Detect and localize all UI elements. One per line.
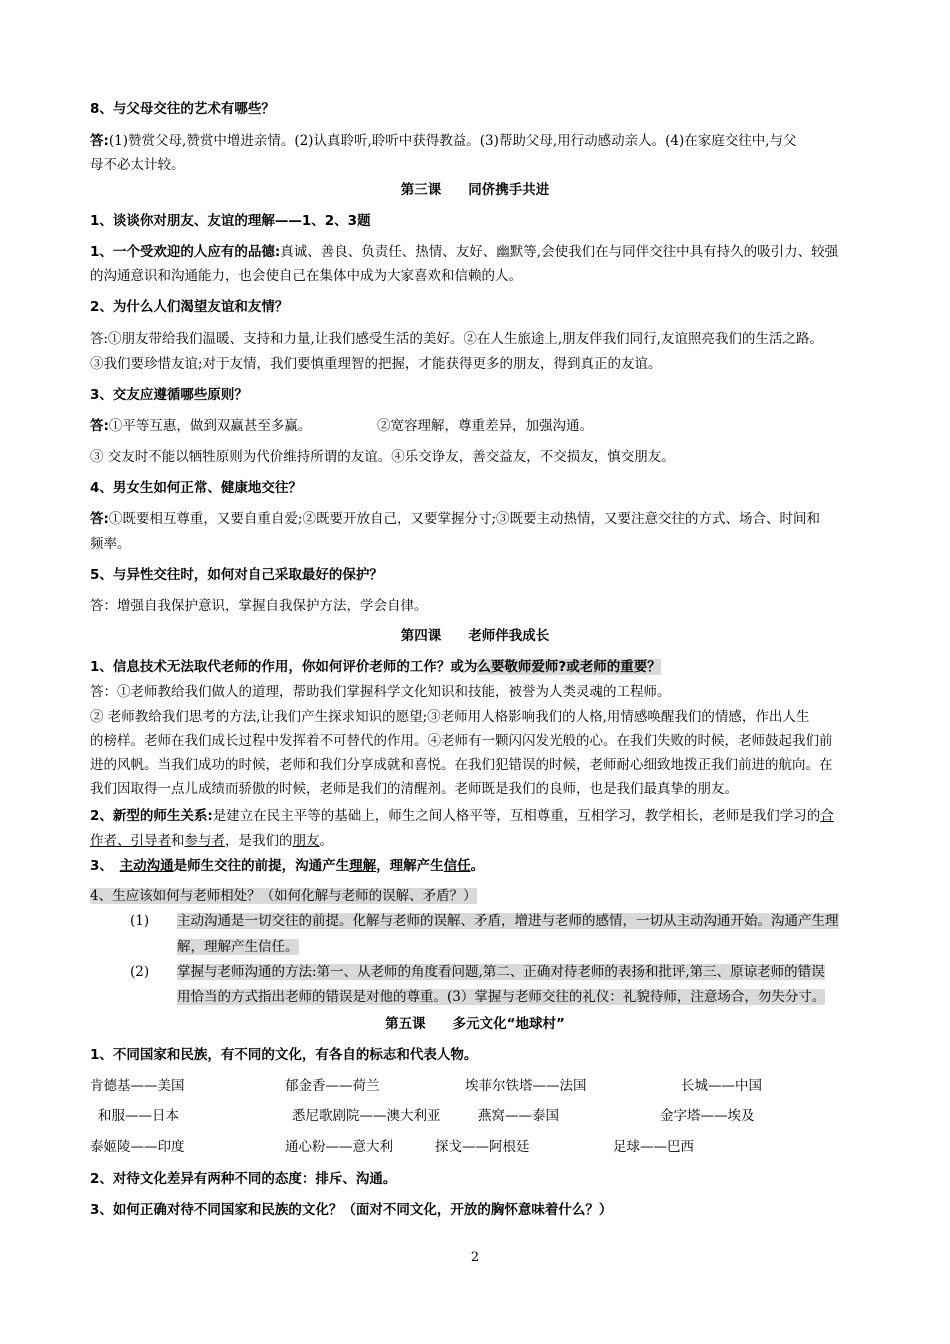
lesson-3-intro: 1、谈谈你对朋友、友谊的理解——1、2、3题 — [90, 213, 371, 229]
culture-item: 足球——巴西 — [613, 1139, 694, 1155]
culture-item: 燕窝——泰国 — [478, 1108, 559, 1124]
l3-q4-line-1: 答:①既要相互尊重，又要自重自爱;②既要开放自己，又要掌握分寸;③既要主动热情，又要注意交往的方式、场合、时间和 — [90, 511, 821, 527]
culture-item: 埃菲尔铁塔——法国 — [465, 1078, 587, 1094]
l5-question-3: 3、如何正确对待不同国家和民族的文化？（面对不同文化，开放的胸怀意味着什么？） — [90, 1202, 613, 1218]
culture-item: 泰姬陵——印度 — [90, 1139, 185, 1155]
l3-question-4: 4、男女生如何正常、健康地交往？ — [90, 480, 302, 496]
l4-point-3: 3、 主动沟通是师生交往的前提，沟通产生理解，理解产生信任。 — [90, 858, 485, 874]
l4-q1-line-1: 答：①老师教给我们做人的道理，帮助我们掌握科学文化知识和技能，被誉为人类灵魂的工程师。 — [90, 684, 671, 700]
culture-item: 郁金香——荷兰 — [285, 1078, 380, 1094]
l3-p1-line-1: 1、一个受欢迎的人应有的品德:真诚、善良、负责任、热情、友好、幽默等,会使我们在与同伴交往中具有持久的吸引力、较强 — [90, 244, 839, 260]
l3-q5-answer: 答：增强自我保护意识，掌握自我保护方法，学会自律。 — [90, 598, 428, 614]
l3-question-2: 2、为什么人们渴望友谊和友情？ — [90, 299, 289, 315]
l4-p2-line-2: 作者、引导者和参与者，是我们的朋友。 — [90, 833, 333, 849]
l3-q4-line-2: 频率。 — [90, 536, 131, 552]
lesson-4-title: 第四课 老师伴我成长 — [400, 628, 550, 644]
l4-question-4: 4、生应该如何与老师相处？（如何化解与老师的误解、矛盾？） — [90, 888, 477, 904]
answer-label: 答: — [90, 133, 109, 149]
l3-q2-line-2: ③我们要珍惜友谊;对于友情，我们要慎重理智的把握，才能获得更多的朋友，得到真正的友谊。 — [90, 356, 662, 372]
l3-q3-line-1-second: ②宽容理解，尊重差异，加强沟通。 — [377, 418, 593, 434]
l4-item-2-line-1: 掌握与老师沟通的方法:第一、从老师的角度看问题,第二、正确对待老师的表扬和批评,第三、原谅老师的错误 — [177, 964, 825, 980]
lesson-5-title: 第五课 多元文化“地球村” — [385, 1016, 565, 1032]
lesson-3-title: 第三课 同侪携手共进 — [400, 182, 550, 198]
answer-8-line-1: 答:(1)赞赏父母,赞赏中增进亲情。(2)认真聆听,聆听中获得教益。(3)帮助父母,用行动感动亲人。(4)在家庭交往中,与父 — [90, 133, 797, 149]
culture-item: 通心粉——意大利 — [285, 1139, 393, 1155]
l4-item-2-number: (2) — [130, 964, 150, 980]
l3-p1-line-2: 的沟通意识和沟通能力，也会使自己在集体中成为大家喜欢和信赖的人。 — [90, 268, 522, 284]
l4-item-1-line-1: 主动沟通是一切交往的前提。化解与老师的误解、矛盾，增进与老师的感情，一切从主动沟通开始。沟通产生理 — [177, 913, 839, 929]
l3-q3-line-1: 答:①平等互惠，做到双赢甚至多赢。 — [90, 418, 312, 434]
l4-q1-line-4: 进的风帆。当我们成功的时候，老师和我们分享成就和喜悦。在我们犯错误的时候，老师耐心细致地拨正我们前进的航向。在 — [90, 757, 833, 773]
l3-question-3: 3、交友应遵循哪些原则？ — [90, 387, 248, 403]
answer-8-line-2: 母不必太计较。 — [90, 157, 185, 173]
culture-item: 长城——中国 — [681, 1078, 762, 1094]
culture-item: 金字塔——埃及 — [660, 1108, 755, 1124]
culture-item: 肯德基——美国 — [90, 1078, 185, 1094]
l4-item-1-line-2: 解，理解产生信任。 — [177, 939, 299, 955]
l4-item-2-line-2: 用恰当的方式指出老师的错误是对他的尊重。(3）掌握与老师交往的礼仪：礼貌待师，注意场合，勿失分寸。 — [177, 989, 826, 1005]
page-number: 2 — [470, 1250, 480, 1265]
l3-q2-line-1: 答:①朋友带给我们温暖、支持和力量,让我们感受生活的美好。②在人生旅途上,朋友伴我们同行,友谊照亮我们的生活之路。 — [90, 331, 823, 347]
culture-item: 探戈——阿根廷 — [435, 1139, 530, 1155]
l5-question-1: 1、不同国家和民族，有不同的文化，有各自的标志和代表人物。 — [90, 1047, 478, 1063]
l3-question-5: 5、与异性交往时，如何对自己采取最好的保护？ — [90, 567, 383, 583]
l4-q1-line-5: 我们因取得一点儿成绩而骄傲的时候，老师是我们的清醒剂。老师既是我们的良师，也是我们最真挚的朋友。 — [90, 781, 738, 797]
l4-item-1-number: (1) — [130, 913, 150, 929]
l3-q3-line-2: ③ 交友时不能以牺牲原则为代价维持所谓的友谊。④乐交诤友，善交益友，不交损友，慎交朋友。 — [90, 449, 675, 465]
l4-q1-line-3: 的榜样。老师在我们成长过程中发挥着不可替代的作用。④老师有一颗闪闪发光般的心。在我们失败的时候，老师鼓起我们前 — [90, 733, 833, 749]
l4-q1-line-2: ② 老师教给我们思考的方法,让我们产生探求知识的愿望;③老师用人格影响我们的人格,用情感唤醒我们的情感，作出人生 — [90, 709, 810, 725]
question-8: 8、与父母交往的艺术有哪些？ — [90, 101, 275, 117]
l4-question-1: 1、信息技术无法取代老师的作用，你如何评价老师的工作？或为么要敬师爱师?或老师的重要？ — [90, 659, 661, 675]
culture-item: 悉尼歌剧院——澳大利亚 — [292, 1108, 441, 1124]
culture-item: 和服——日本 — [98, 1108, 179, 1124]
l4-p2-line-1: 2、新型的师生关系:是建立在民主平等的基础上，师生之间人格平等，互相尊重，互相学习，教学相长，老师是我们学习的合 — [90, 808, 834, 824]
l5-question-2: 2、对待文化差异有两种不同的态度：排斥、沟通。 — [90, 1171, 397, 1187]
